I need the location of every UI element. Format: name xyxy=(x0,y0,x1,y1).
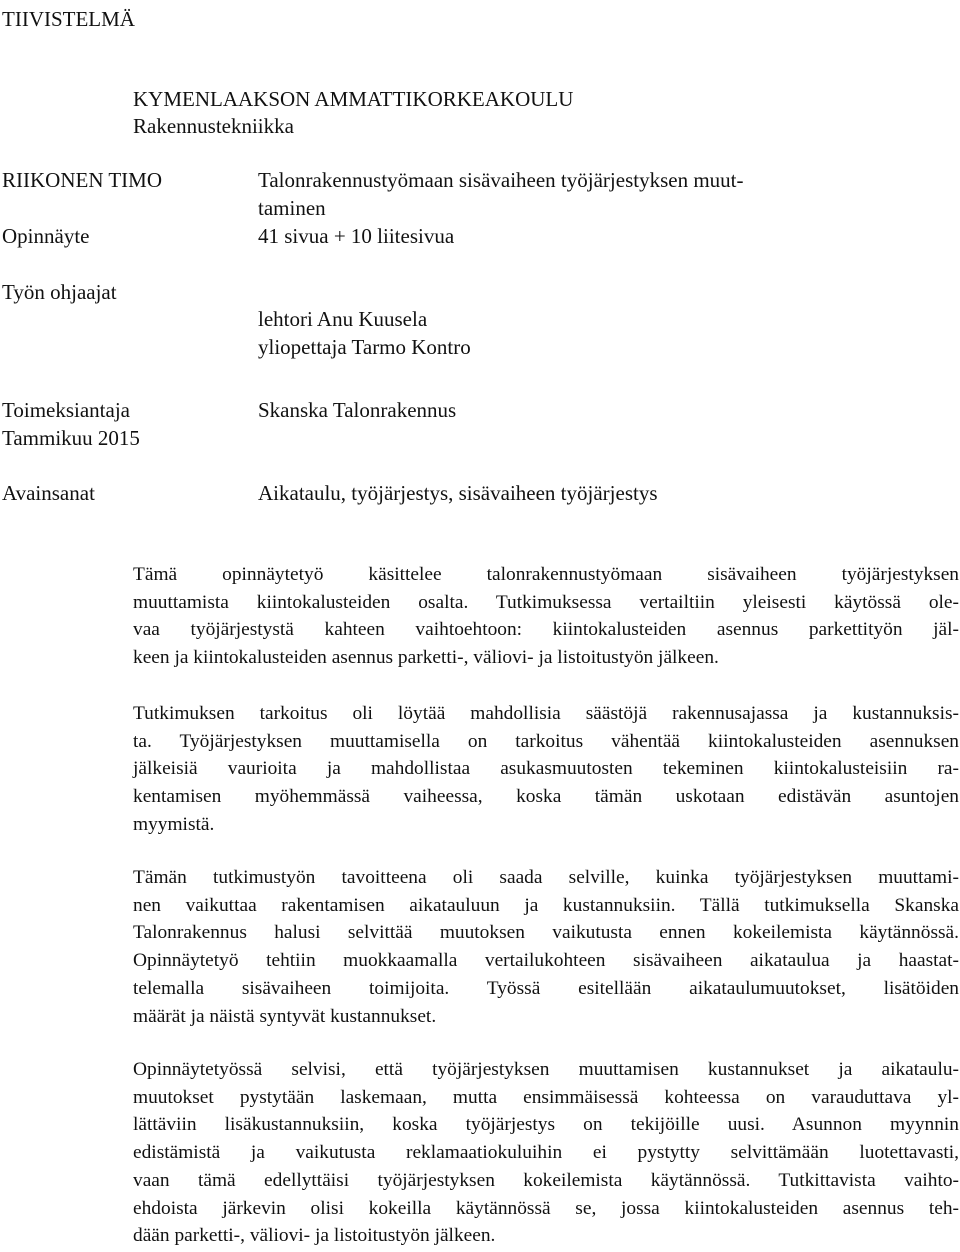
abstract-paragraph-4 xyxy=(133,1056,959,1250)
commissioner-label: Toimeksiantaja xyxy=(2,398,130,422)
keywords-value: Aikataulu, työjärjestys, sisävaiheen työjärjestys xyxy=(258,481,658,505)
institution-name: KYMENLAAKSON AMMATTIKORKEAKOULU xyxy=(133,87,574,111)
supervisor-name: lehtori Anu Kuusela xyxy=(258,307,428,331)
abstract-line: kentamisen myöhemmässä vaiheessa, koska tämän uskotaan edistävän asuntojen xyxy=(133,786,959,808)
thesis-label: Opinnäyte xyxy=(2,224,90,248)
abstract-line: jälkeisiä vaurioita ja mahdollistaa asukasmuutosten tekeminen kiintokalusteisiin ra- xyxy=(133,758,959,780)
abstract-line: ehdoista järkevin olisi kokeilla käytännössä se, jossa kiintokalusteiden asennus teh- xyxy=(133,1197,959,1219)
thesis-pages: 41 sivua + 10 liitesivua xyxy=(258,224,455,248)
date-label: Tammikuu 2015 xyxy=(2,426,140,450)
abstract-line: telemalla sisävaiheen toimijoita. Työssä esitellään aikataulumuutokset, lisätöiden xyxy=(133,977,959,999)
abstract-line: Opinnäytetyö tehtiin muokkaamalla vertailukohteen sisävaiheen aikataulua ja haastat- xyxy=(133,950,959,972)
abstract-line: lättäviin lisäkustannuksiin, koska työjärjestys on tekijöille uusi. Asunnon myynnin xyxy=(133,1114,959,1136)
abstract-line: myymistä. xyxy=(133,813,215,835)
abstract-line: Opinnäytetyössä selvisi, että työjärjestyksen muuttamisen kustannukset ja aikataulu- xyxy=(133,1059,959,1080)
abstract-line: nen vaikuttaa rakentamisen aikatauluun ja kustannuksiin. Tällä tutkimuksella Skanska xyxy=(133,894,959,916)
page-heading: TIIVISTELMÄ xyxy=(2,7,135,31)
abstract-line: vaa työjärjestystä kahteen vaihtoehtoon: kiintokalusteiden asennus parkettityön jäl- xyxy=(133,619,959,641)
abstract-paragraph-2 xyxy=(133,700,959,839)
abstract-line: keen ja kiintokalusteiden asennus parketti-, väliovi- ja listoitustyön jälkeen. xyxy=(133,647,719,669)
author-name: RIIKONEN TIMO xyxy=(2,168,163,192)
abstract-line: vaan tämä edellyttäisi työjärjestyksen kokeilemista käytännössä. Tutkittavista vaihto- xyxy=(133,1169,959,1191)
abstract-line: ta. Työjärjestyksen muuttamisella on tarkoitus vähentää kiintokalusteiden asennuksen xyxy=(133,730,959,752)
abstract-line: määrät ja näistä syntyvät kustannukset. xyxy=(133,1005,437,1027)
abstract-line: muutokset pystytään laskemaan, mutta ensimmäisessä kohteessa on varauduttava yl- xyxy=(133,1086,959,1108)
abstract-paragraph-3 xyxy=(133,864,959,1030)
abstract-paragraph-1 xyxy=(133,561,959,672)
abstract-line: Tämä opinnäytetyö käsittelee talonrakennustyömaan sisävaiheen työjärjestyksen xyxy=(133,564,959,585)
abstract-line: muuttamista kiintokalusteiden osalta. Tutkimuksessa vertailtiin yleisesti käytössä ole- xyxy=(133,591,959,613)
abstract-line: Tutkimuksen tarkoitus oli löytää mahdollisia säästöjä rakennusajassa ja kustannuksis- xyxy=(133,703,959,724)
abstract-line: Tämän tutkimustyön tavoitteena oli saada selville, kuinka työjärjestyksen muuttami- xyxy=(133,867,959,888)
department-name: Rakennustekniikka xyxy=(133,114,294,138)
thesis-title-line-2: taminen xyxy=(258,196,326,220)
supervisor-name: yliopettaja Tarmo Kontro xyxy=(258,335,471,359)
keywords-label: Avainsanat xyxy=(2,481,95,505)
thesis-title-line-1: Talonrakennustyömaan sisävaiheen työjärjestyksen muut- xyxy=(258,168,744,192)
abstract-line: dään parketti-, väliovi- ja listoitustyön jälkeen. xyxy=(133,1225,496,1247)
supervisors-label: Työn ohjaajat xyxy=(2,280,117,304)
commissioner-value: Skanska Talonrakennus xyxy=(258,398,457,422)
abstract-line: edistämistä ja vaikutusta reklamaatiokuluihin ei pystytty selvittämään luotettavasti, xyxy=(133,1142,959,1164)
abstract-line: Talonrakennus halusi selvittää muutoksen vaikutusta ennen kokeilemista käytännössä. xyxy=(133,922,959,944)
